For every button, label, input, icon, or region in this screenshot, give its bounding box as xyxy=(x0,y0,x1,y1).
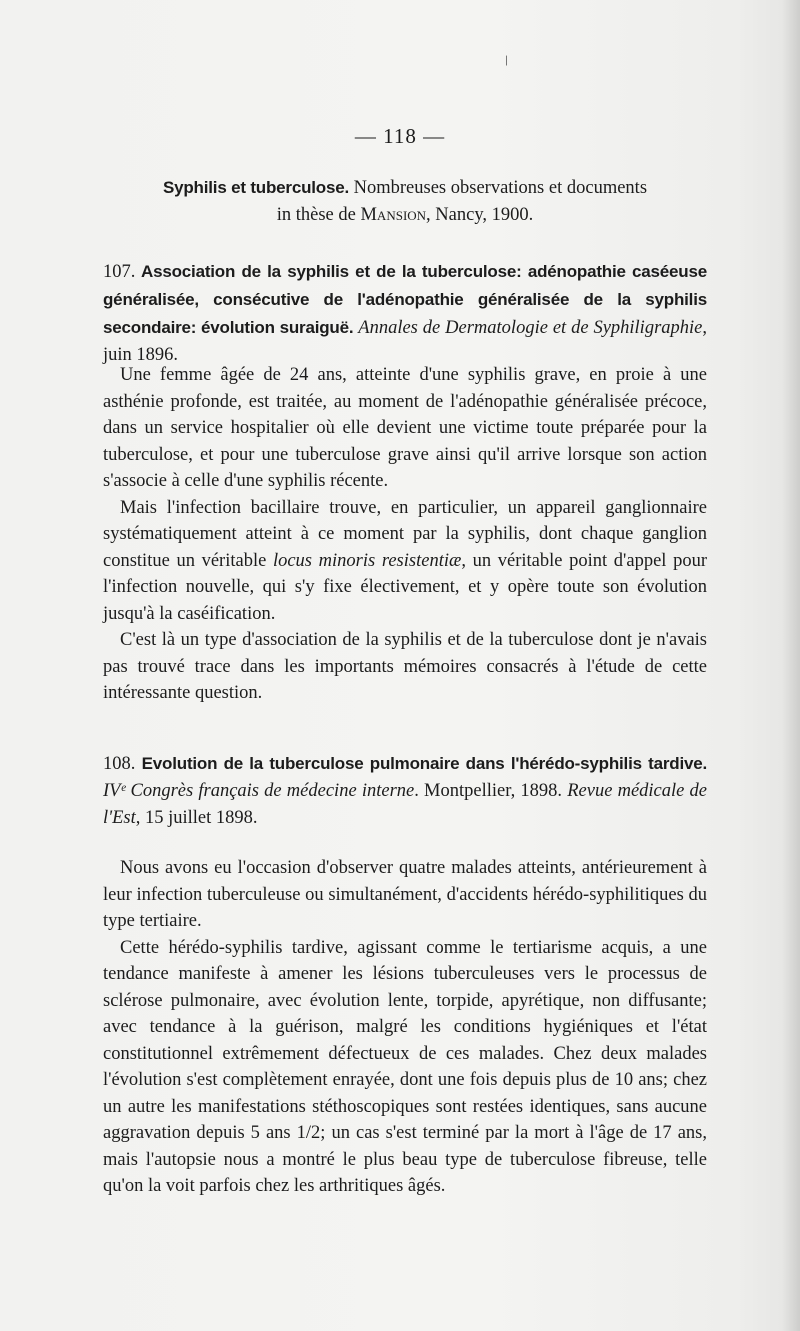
entry-107-paragraph-2-end: , un véritable point d'appel pour l'infection nouvelle, qui s'y fixe électivement, et y opère toute son évolution jusqu'à la caséification. xyxy=(103,550,707,624)
section-line2-prefix: in thèse de xyxy=(276,205,361,225)
page-number: — 118 — xyxy=(354,124,446,148)
section-title-bold: Syphilis et tuberculose. xyxy=(162,178,350,197)
entry-108-date: , 15 juillet 1898. xyxy=(135,808,258,828)
section-title xyxy=(103,174,707,229)
corner-mark: \ xyxy=(501,53,511,70)
latin-phrase: locus minoris resistentiæ xyxy=(272,550,462,571)
entry-107-date: , juin 1896. xyxy=(103,318,707,365)
entry-108-journal: Revue médicale de l'Est xyxy=(103,781,707,828)
entry-108-paragraph-1: Nous avons eu l'occasion d'observer quatre malades atteints, antérieurement à leur infection tuberculeuse ou simultanément, d'accidents hérédo-syphilitiques du type tertiaire. xyxy=(103,858,707,931)
entry-107-paragraph-1: Une femme âgée de 24 ans, atteinte d'une syphilis grave, en proie à une asthénie profonde, est traitée, au moment de l'adénopathie généralisée précoce, dans un service hospitalier où elle devient une victime toute préparée pour la tuberculose, et pour une tuberculose grave ainsi qu'il arrive lorsque son action s'associe à celle d'une syphilis récente. xyxy=(103,365,707,491)
entry-107-paragraph-2 xyxy=(103,495,707,628)
entry-108-place: . Montpellier, 1898. xyxy=(414,781,568,801)
entry-107-body xyxy=(103,362,707,707)
entry-107-journal: Annales de Dermatologie et de Syphiligraphie xyxy=(358,318,703,338)
entry-107-paragraph-3: C'est là un type d'association de la syphilis et de la tuberculose dont je n'avais pas trouvé trace dans les importants mémoires consacrés à l'étude de cette intéressante question. xyxy=(103,630,707,703)
entry-107-paragraph-2-start: Mais l'infection bacillaire trouve, en particulier, un appareil ganglionnaire systématiquement atteint à ce moment par la syphilis, dont chaque ganglion constitue un véritable xyxy=(103,497,707,571)
section-author: Mansion xyxy=(360,205,427,225)
entry-108-congress: IVᵉ Congrès français de médecine interne xyxy=(103,781,415,801)
section-line2-suffix: , Nancy, 1900. xyxy=(426,205,534,225)
section-title-rest: Nombreuses observations et documents xyxy=(349,178,648,198)
entry-108-title: Evolution de la tuberculose pulmonaire dans l'hérédo-syphilis tardive. xyxy=(135,754,707,773)
entry-107-title: Association de la syphilis et de la tuberculose: adénopathie caséeuse généralisée, consécutive de l'adénopathie généralisée de la syphilis secondaire: évolution suraiguë. xyxy=(103,262,707,337)
entry-108-paragraph-2: Cette hérédo-syphilis tardive, agissant comme le tertiarisme acquis, a une tendance manifeste à amener les lésions tuberculeuses vers le processus de sclérose pulmonaire, avec évolution lente, torpide, apyrétique, non diffusante; avec tendance à la guérison, malgré les conditions hygiéniques et l'état constitutionnel extrêmement défectueux de ces malades. Chez deux malades l'évolution s'est complètement enrayée, dont une fois depuis plus de 10 ans; chez un autre les manifestations stéthoscopiques sont restées identiques, sans aucune aggravation depuis 5 ans 1/2; un cas s'est terminé par la mort à l'âge de 17 ans, mais l'autopsie nous a montré le plus beau type de tuberculose fibreuse, telle qu'on la voit parfois chez les arthritiques âgés. xyxy=(103,937,707,1196)
entry-108-heading xyxy=(103,750,707,832)
entry-107-number: 107. xyxy=(103,262,136,282)
entry-107-heading xyxy=(103,258,707,369)
entry-108-body xyxy=(103,855,707,1200)
page-edge-shadow xyxy=(782,0,800,1331)
entry-108-number: 108. xyxy=(103,754,136,774)
